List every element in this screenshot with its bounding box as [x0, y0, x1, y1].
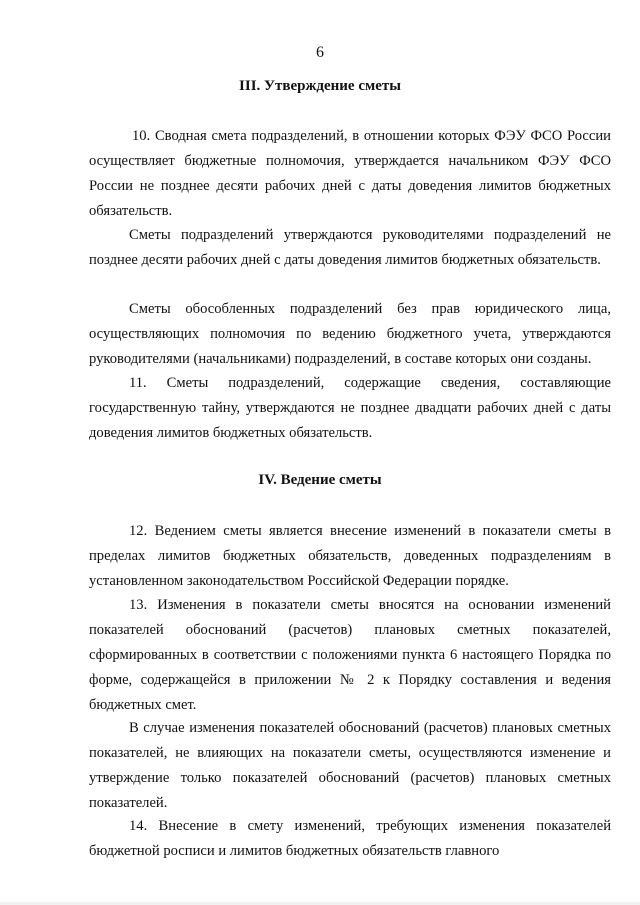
paragraph-estimates-approval: Сметы подразделений утверждаются руководителями подразделений не позднее десяти рабочих дней с даты доведения лимитов бюджетных обязательств. — [89, 227, 611, 268]
paragraph-change-case: В случае изменения показателей обоснований (расчетов) плановых сметных показателей, не влияющих на показатели сметы, осуществляются изменение и утверждение только показателей обоснований (расчетов) плановых сметных показателей. — [89, 720, 611, 811]
paragraph-12: 12. Ведением сметы является внесение изменений в показатели сметы в пределах лимитов бюджетных обязательств, доведенных подразделениям в установленном законодательством Российской Федерации порядке. — [89, 523, 611, 589]
paragraph-13: 13. Изменения в показатели сметы вносятся на основании изменений показателей обоснований (расчетов) плановых сметных показателей, сформированных в соответствии с положениями пункта 6 настоящего Порядка по форме, содержащейся в приложении № 2 к Порядку составления и ведения бюджетных смет. — [89, 597, 611, 713]
paragraph-separate-units: Сметы обособленных подразделений без прав юридического лица, осуществляющих полномочия по ведению бюджетного учета, утверждаются руководителями (начальниками) подразделений, в составе которых они созданы. — [89, 301, 611, 367]
paragraph-10: 10. Сводная смета подразделений, в отношении которых ФЭУ ФСО России осуществляет бюджетные полномочия, утверждается начальником ФЭУ ФСО России не позднее десяти рабочих дней с даты доведения лимитов бюджетных обязательств. — [89, 128, 611, 219]
section-heading-iv: IV. Ведение сметы — [258, 472, 382, 488]
page-number: 6 — [316, 44, 324, 61]
paragraph-11: 11. Сметы подразделений, содержащие сведения, составляющие государственную тайну, утверждаются не позднее двадцати рабочих дней с даты доведения лимитов бюджетных обязательств. — [89, 375, 611, 441]
paragraph-14: 14. Внесение в смету изменений, требующих изменения показателей бюджетной росписи и лимитов бюджетных обязательств главного — [89, 818, 611, 859]
section-heading-iii: III. Утверждение сметы — [239, 78, 401, 94]
